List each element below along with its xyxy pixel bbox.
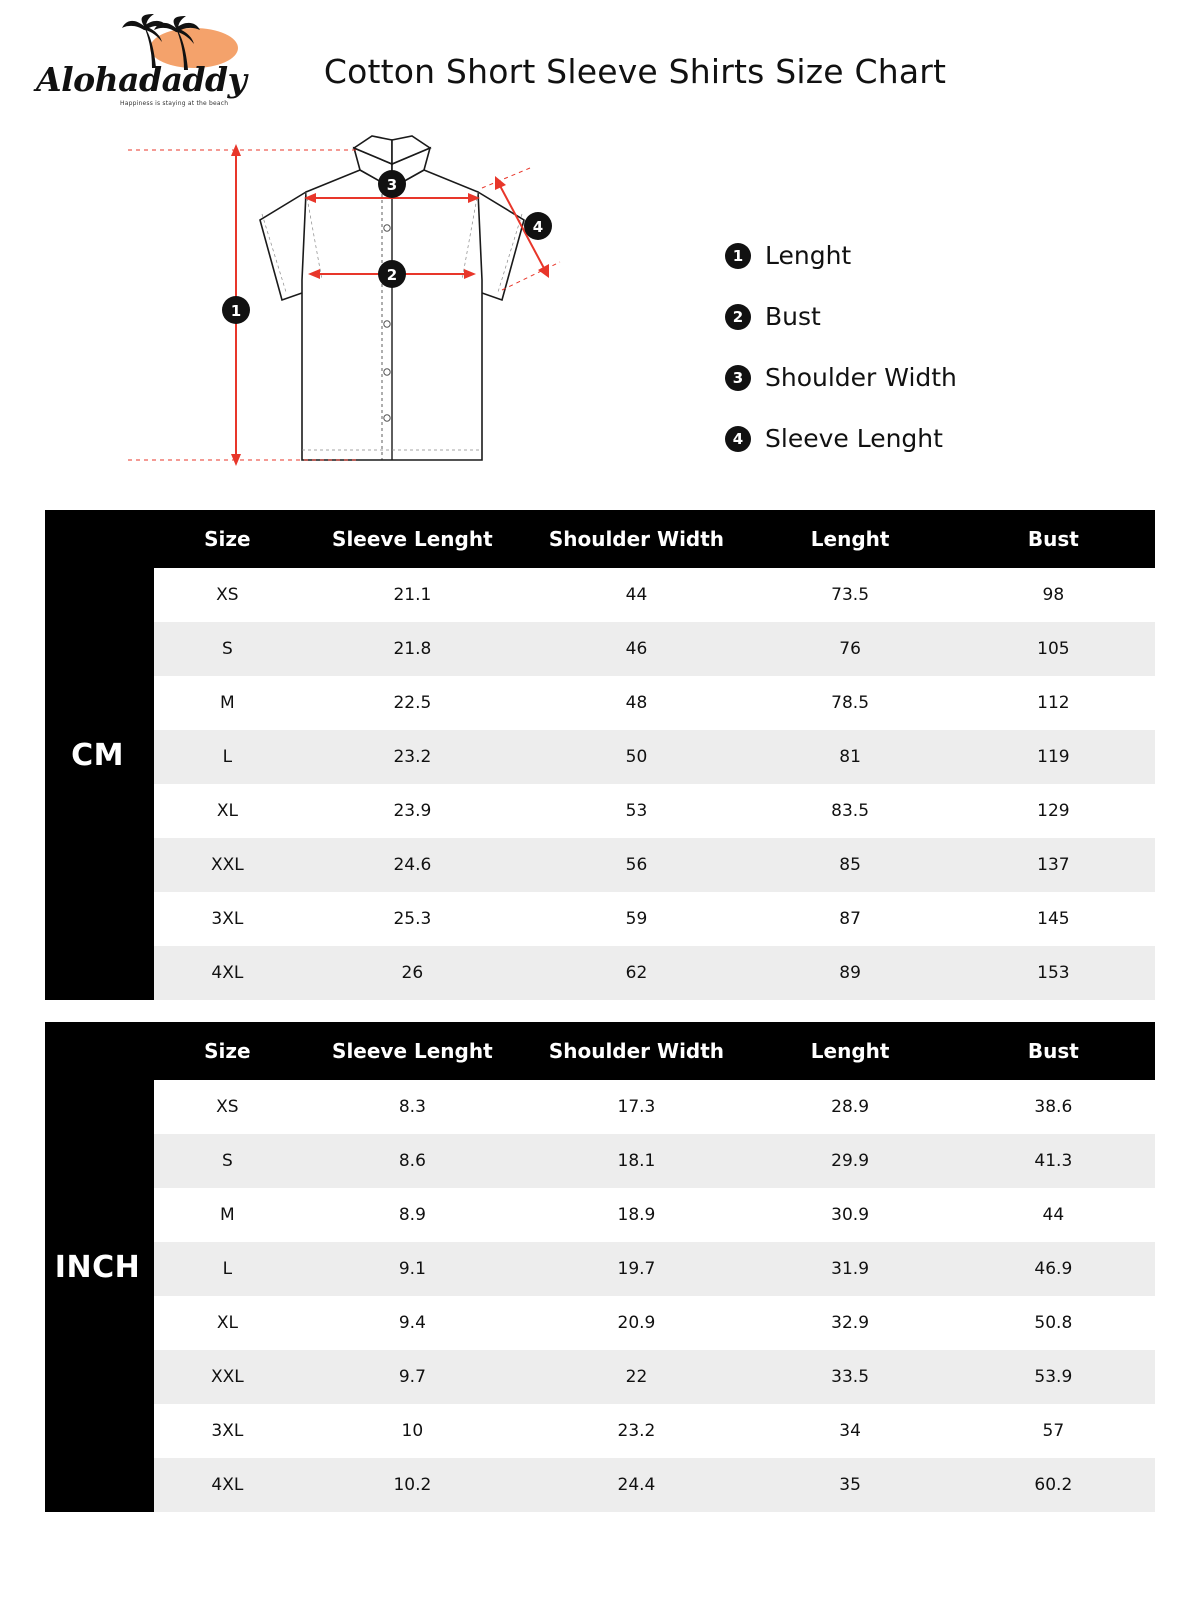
cell-sleeve: 8.9 xyxy=(300,1188,524,1242)
table-row xyxy=(45,730,1155,784)
table-row xyxy=(45,946,1155,1000)
cm-col-lenght: Lenght xyxy=(748,510,951,568)
cell-shoulder: 17.3 xyxy=(524,1080,748,1134)
cell-shoulder: 48 xyxy=(524,676,748,730)
cell-bust: 119 xyxy=(952,730,1155,784)
cell-shoulder: 53 xyxy=(524,784,748,838)
cell-size: L xyxy=(154,1242,300,1296)
table-row xyxy=(45,784,1155,838)
legend-label-4: Sleeve Lenght xyxy=(765,424,943,453)
table-row xyxy=(45,1080,1155,1134)
cell-shoulder: 46 xyxy=(524,622,748,676)
legend-item-lenght xyxy=(725,225,957,286)
cell-lenght: 81 xyxy=(748,730,951,784)
cm-header-row xyxy=(45,510,1155,568)
cell-lenght: 28.9 xyxy=(748,1080,951,1134)
legend-badge-3: 3 xyxy=(725,365,751,391)
cell-lenght: 29.9 xyxy=(748,1134,951,1188)
table-row xyxy=(45,892,1155,946)
table-row xyxy=(45,1296,1155,1350)
legend-item-bust xyxy=(725,286,957,347)
cell-lenght: 73.5 xyxy=(748,568,951,622)
size-table-inch xyxy=(45,1022,1155,1512)
cell-bust: 105 xyxy=(952,622,1155,676)
cm-col-size: Size xyxy=(154,510,300,568)
table-row xyxy=(45,1404,1155,1458)
legend-label-2: Bust xyxy=(765,302,821,331)
legend-item-shoulder-width xyxy=(725,347,957,408)
cell-bust: 145 xyxy=(952,892,1155,946)
cell-bust: 137 xyxy=(952,838,1155,892)
cell-shoulder: 44 xyxy=(524,568,748,622)
cell-shoulder: 50 xyxy=(524,730,748,784)
cell-shoulder: 62 xyxy=(524,946,748,1000)
cell-shoulder: 22 xyxy=(524,1350,748,1404)
cell-sleeve: 23.9 xyxy=(300,784,524,838)
cell-sleeve: 8.3 xyxy=(300,1080,524,1134)
cell-size: XL xyxy=(154,1296,300,1350)
table-row xyxy=(45,1458,1155,1512)
svg-text:4: 4 xyxy=(532,218,544,236)
table-row xyxy=(45,1350,1155,1404)
cell-shoulder: 59 xyxy=(524,892,748,946)
legend-badge-4: 4 xyxy=(725,426,751,452)
cell-bust: 44 xyxy=(952,1188,1155,1242)
unit-label-inch: INCH xyxy=(45,1022,150,1512)
inch-col-size: Size xyxy=(154,1022,300,1080)
cell-sleeve: 26 xyxy=(300,946,524,1000)
inch-table xyxy=(45,1022,1155,1512)
cm-col-shoulder-width: Shoulder Width xyxy=(524,510,748,568)
table-row xyxy=(45,1188,1155,1242)
cell-lenght: 35 xyxy=(748,1458,951,1512)
brand-name: Alohadaddy xyxy=(36,60,247,99)
cell-size: XS xyxy=(154,1080,300,1134)
cell-size: XXL xyxy=(154,1350,300,1404)
cell-size: XS xyxy=(154,568,300,622)
unit-label-cm: CM xyxy=(45,510,150,1000)
page-title: Cotton Short Sleeve Shirts Size Chart xyxy=(323,52,947,91)
cell-sleeve: 9.7 xyxy=(300,1350,524,1404)
cm-col-sleeve-lenght: Sleeve Lenght xyxy=(300,510,524,568)
svg-text:3: 3 xyxy=(386,176,398,194)
cell-lenght: 76 xyxy=(748,622,951,676)
cell-size: XL xyxy=(154,784,300,838)
cell-sleeve: 24.6 xyxy=(300,838,524,892)
cell-sleeve: 25.3 xyxy=(300,892,524,946)
cell-bust: 46.9 xyxy=(952,1242,1155,1296)
cell-sleeve: 9.4 xyxy=(300,1296,524,1350)
cell-shoulder: 56 xyxy=(524,838,748,892)
cell-lenght: 30.9 xyxy=(748,1188,951,1242)
cell-lenght: 33.5 xyxy=(748,1350,951,1404)
cell-lenght: 89 xyxy=(748,946,951,1000)
cell-bust: 50.8 xyxy=(952,1296,1155,1350)
inch-col-sleeve-lenght: Sleeve Lenght xyxy=(300,1022,524,1080)
cell-bust: 112 xyxy=(952,676,1155,730)
table-row xyxy=(45,568,1155,622)
svg-text:1: 1 xyxy=(230,302,242,320)
cell-shoulder: 23.2 xyxy=(524,1404,748,1458)
legend-item-sleeve-lenght xyxy=(725,408,957,469)
cell-sleeve: 23.2 xyxy=(300,730,524,784)
legend-label-1: Lenght xyxy=(765,241,852,270)
table-row xyxy=(45,622,1155,676)
inch-col-bust: Bust xyxy=(952,1022,1155,1080)
cell-lenght: 78.5 xyxy=(748,676,951,730)
table-row xyxy=(45,1242,1155,1296)
cm-col-bust: Bust xyxy=(952,510,1155,568)
cell-shoulder: 24.4 xyxy=(524,1458,748,1512)
cell-sleeve: 8.6 xyxy=(300,1134,524,1188)
cell-size: 4XL xyxy=(154,1458,300,1512)
cell-size: S xyxy=(154,1134,300,1188)
legend-label-3: Shoulder Width xyxy=(765,363,957,392)
cell-lenght: 85 xyxy=(748,838,951,892)
cell-size: M xyxy=(154,1188,300,1242)
cell-bust: 153 xyxy=(952,946,1155,1000)
cell-sleeve: 10.2 xyxy=(300,1458,524,1512)
cell-size: S xyxy=(154,622,300,676)
cell-bust: 38.6 xyxy=(952,1080,1155,1134)
table-row xyxy=(45,838,1155,892)
cell-lenght: 32.9 xyxy=(748,1296,951,1350)
short-sleeve-shirt-diagram xyxy=(110,130,670,500)
cell-bust: 57 xyxy=(952,1404,1155,1458)
cell-shoulder: 18.9 xyxy=(524,1188,748,1242)
measurement-diagram xyxy=(0,130,1200,510)
cell-size: M xyxy=(154,676,300,730)
page-header xyxy=(0,0,1200,130)
cell-bust: 129 xyxy=(952,784,1155,838)
table-row xyxy=(45,676,1155,730)
cell-size: L xyxy=(154,730,300,784)
cell-bust: 41.3 xyxy=(952,1134,1155,1188)
cell-bust: 53.9 xyxy=(952,1350,1155,1404)
cell-size: 3XL xyxy=(154,1404,300,1458)
cell-bust: 60.2 xyxy=(952,1458,1155,1512)
table-row xyxy=(45,1134,1155,1188)
legend xyxy=(725,225,957,469)
cell-bust: 98 xyxy=(952,568,1155,622)
size-table-cm xyxy=(45,510,1155,1000)
cm-table xyxy=(45,510,1155,1000)
cell-shoulder: 19.7 xyxy=(524,1242,748,1296)
cell-sleeve: 21.1 xyxy=(300,568,524,622)
cell-size: 4XL xyxy=(154,946,300,1000)
brand-tagline: Happiness is staying at the beach xyxy=(120,100,229,107)
cell-size: XXL xyxy=(154,838,300,892)
cell-shoulder: 20.9 xyxy=(524,1296,748,1350)
inch-col-shoulder-width: Shoulder Width xyxy=(524,1022,748,1080)
cell-sleeve: 9.1 xyxy=(300,1242,524,1296)
cell-lenght: 31.9 xyxy=(748,1242,951,1296)
cell-lenght: 87 xyxy=(748,892,951,946)
cell-sleeve: 21.8 xyxy=(300,622,524,676)
cell-size: 3XL xyxy=(154,892,300,946)
cell-shoulder: 18.1 xyxy=(524,1134,748,1188)
inch-col-lenght: Lenght xyxy=(748,1022,951,1080)
legend-badge-1: 1 xyxy=(725,243,751,269)
legend-badge-2: 2 xyxy=(725,304,751,330)
table-gap xyxy=(0,1000,1200,1022)
cell-lenght: 83.5 xyxy=(748,784,951,838)
inch-header-row xyxy=(45,1022,1155,1080)
cell-lenght: 34 xyxy=(748,1404,951,1458)
svg-text:2: 2 xyxy=(386,266,398,284)
cell-sleeve: 10 xyxy=(300,1404,524,1458)
cell-sleeve: 22.5 xyxy=(300,676,524,730)
